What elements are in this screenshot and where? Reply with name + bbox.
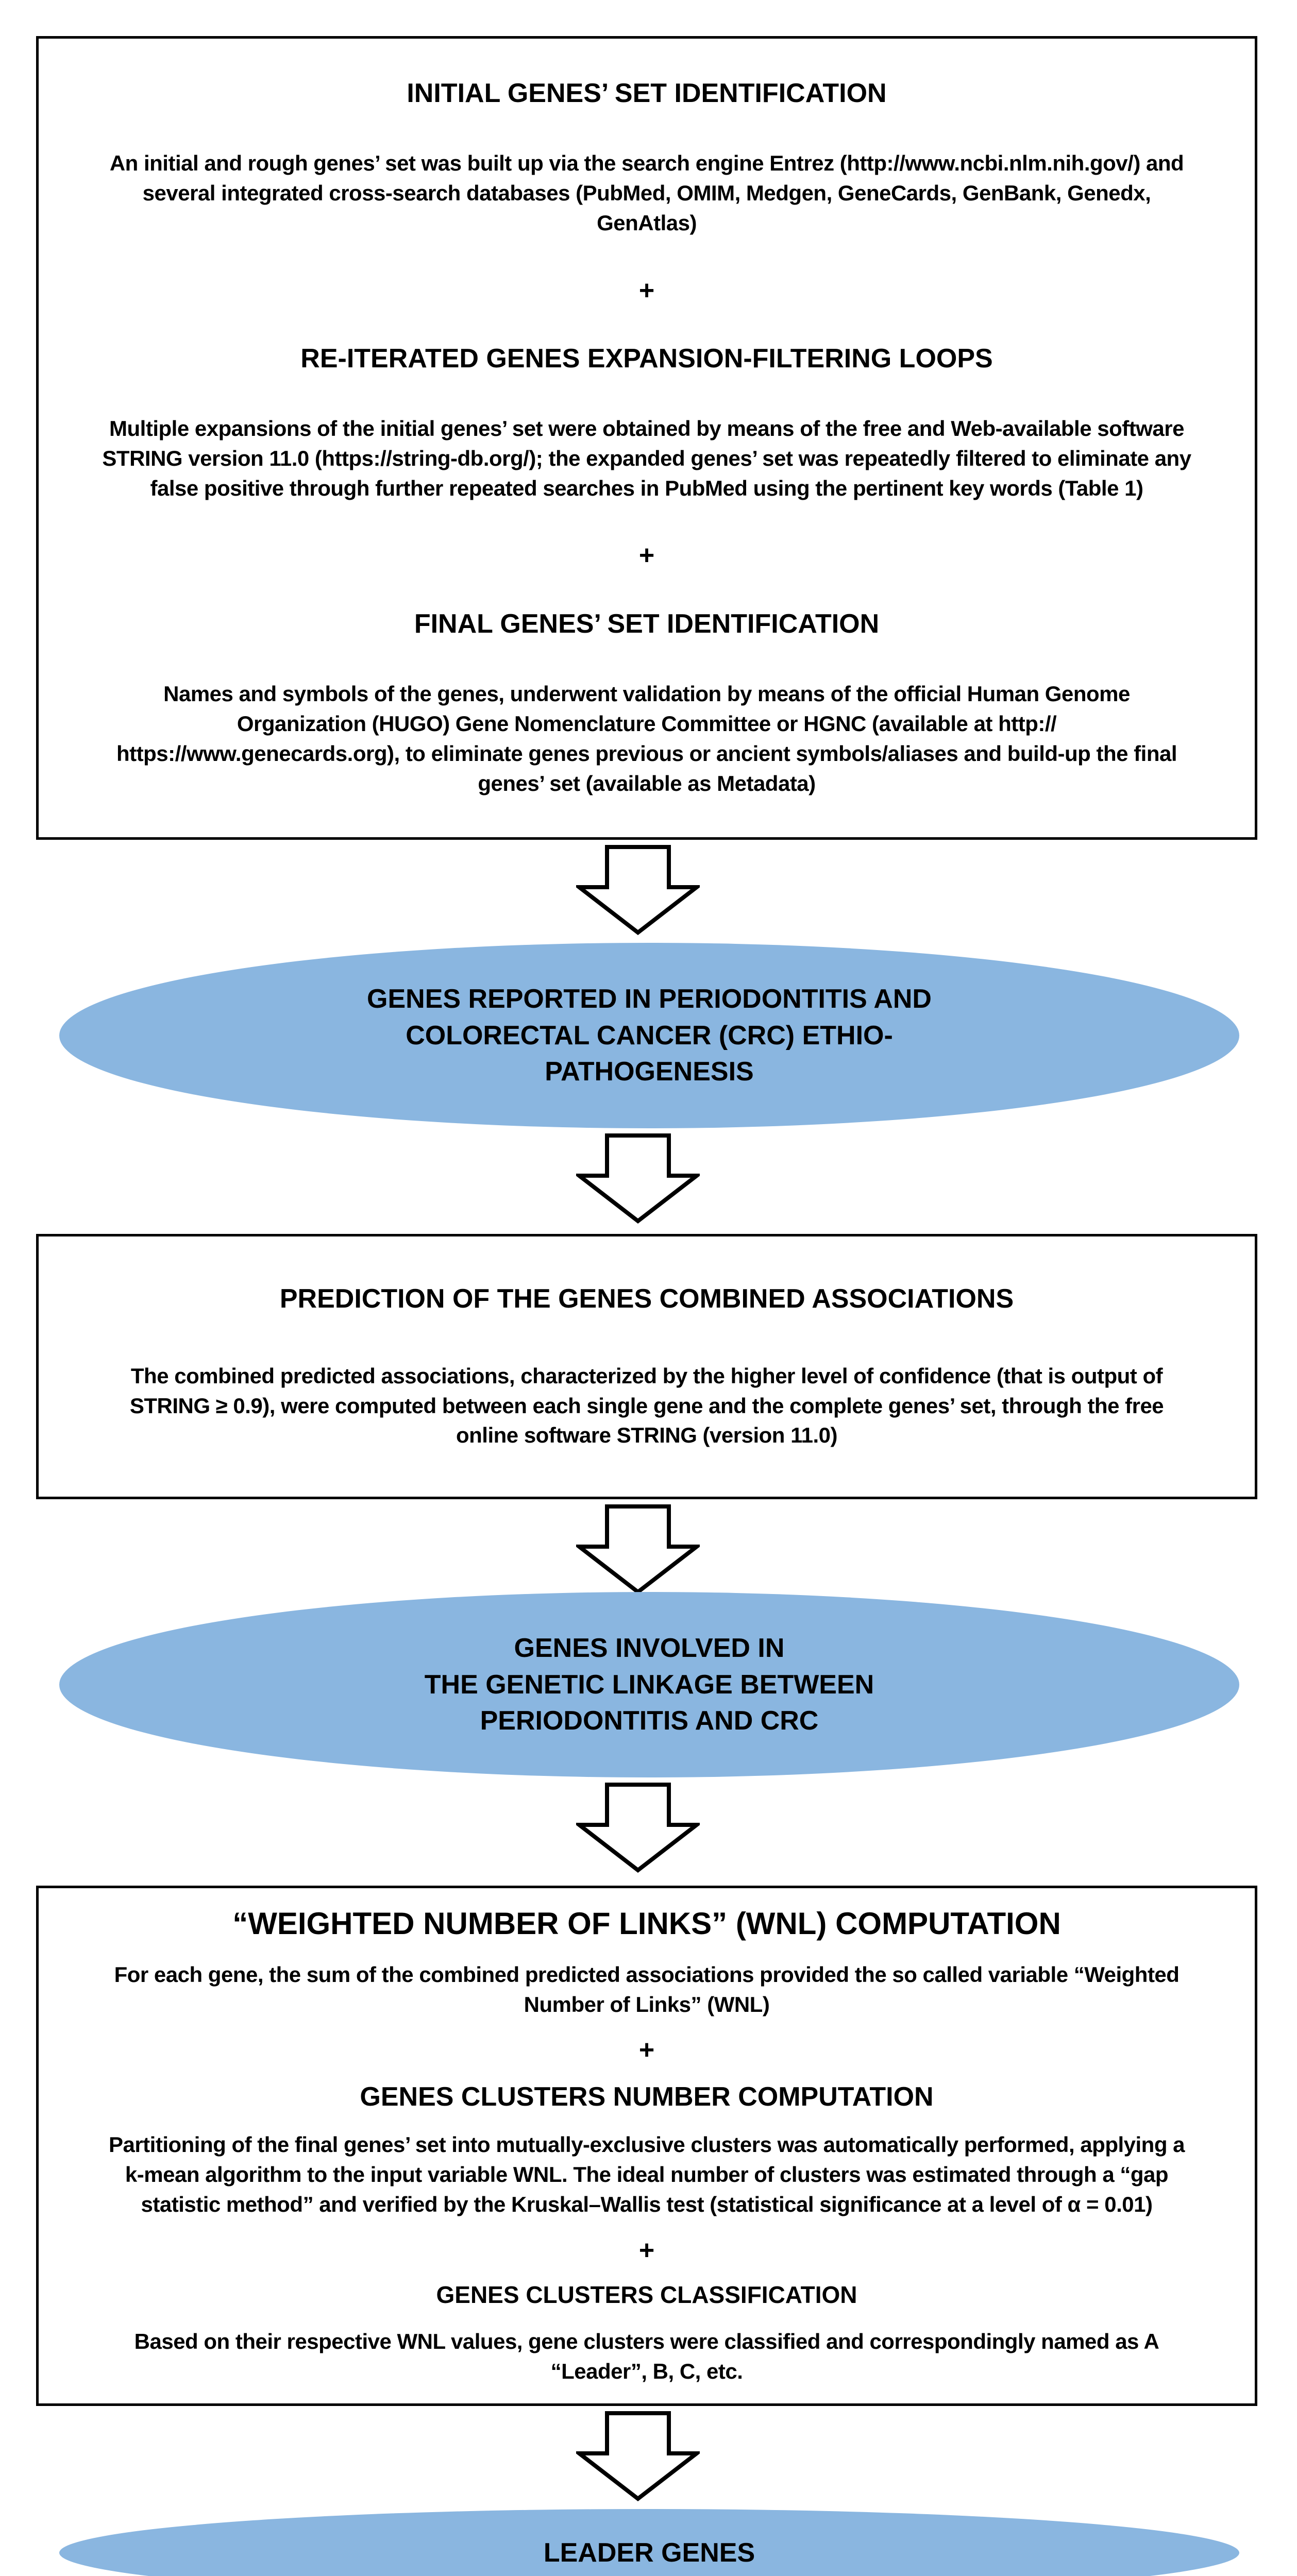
clusters-classification-text: Based on their respective WNL values, gene clusters were classified and correspondingly named as A “Leader”, B, C, etc. — [134, 2329, 1159, 2383]
genes-reported-oval — [59, 943, 1239, 1128]
down-arrow-icon — [576, 2411, 700, 2501]
plus-sign: + — [638, 2035, 655, 2065]
initial-genes-text: An initial and rough genes’ set was built up via the search engine Entrez (http://www.ncbi.nlm.nih.gov/) and several integrated cross-search databases (PubMed, OMIM, Medgen, GeneCards, GenBank, Genedx, GenAtlas) — [109, 151, 1184, 235]
wnl-title: “WEIGHTED NUMBER OF LINKS” (WNL) COMPUTATION — [232, 1906, 1061, 1941]
clusters-number-title: GENES CLUSTERS NUMBER COMPUTATION — [360, 2081, 934, 2112]
genes-involved-label: GENES INVOLVED IN THE GENETIC LINKAGE BETWEEN PERIODONTITIS AND CRC — [424, 1633, 874, 1736]
prediction-title: PREDICTION OF THE GENES COMBINED ASSOCIATIONS — [279, 1283, 1014, 1314]
expansion-filtering-title: RE-ITERATED GENES EXPANSION-FILTERING LOOPS — [300, 344, 993, 374]
down-arrow-icon — [576, 1133, 700, 1224]
genes-involved-oval — [59, 1592, 1239, 1777]
wnl-text: For each gene, the sum of the combined predicted associations provided the so called variable “Weighted Number of Links” (WNL) — [114, 1962, 1180, 2016]
final-genes-text: Names and symbols of the genes, underwent validation by means of the official Human Genome Organization (HUGO) Gene Nomenclature Committee or HGNC (available at http:// https://www.genecards.org), to eliminate genes previous or ancient symbols/aliases and build-up the final genes’ set (available as Metadata) — [116, 681, 1177, 795]
clusters-classification-title: GENES CLUSTERS CLASSIFICATION — [436, 2281, 857, 2308]
down-arrow-icon — [576, 1783, 700, 1873]
initial-genes-title: INITIAL GENES’ SET IDENTIFICATION — [407, 78, 887, 109]
leader-genes-oval — [59, 2509, 1239, 2576]
leader-genes-label: LEADER GENES — [543, 2537, 755, 2568]
prediction-box — [36, 1234, 1257, 1499]
down-arrow-icon — [576, 845, 700, 935]
wnl-computation-box — [36, 1886, 1257, 2406]
clusters-number-text: Partitioning of the final genes’ set into mutually-exclusive clusters was automatically performed, applying a k-mean algorithm to the input variable WNL. The ideal number of clusters was estimated through a “gap statistic method” and verified by the Kruskal–Wallis test (statistical significance at a level of α = 0.01) — [108, 2132, 1185, 2217]
prediction-text: The combined predicted associations, characterized by the higher level of confidence (that is output of STRING ≥ 0.9), were computed between each single gene and the complete genes’ set, through the free online software STRING (version 11.0) — [129, 1363, 1164, 1448]
initial-genes-box — [36, 36, 1257, 840]
plus-sign: + — [638, 2235, 655, 2265]
genes-reported-label: GENES REPORTED IN PERIODONTITIS AND COLORECTAL CANCER (CRC) ETHIO- PATHOGENESIS — [367, 984, 932, 1087]
plus-sign: + — [638, 275, 655, 306]
expansion-filtering-text: Multiple expansions of the initial genes’ set were obtained by means of the free and Web-available software STRING version 11.0 (https://string-db.org/); the expanded genes’ set was repeatedly filtered to eliminate any false positive through further repeated searches in PubMed using the pertinent key words (Table 1) — [102, 416, 1191, 500]
plus-sign: + — [638, 540, 655, 571]
down-arrow-icon — [576, 1504, 700, 1595]
final-genes-title: FINAL GENES’ SET IDENTIFICATION — [414, 608, 880, 639]
